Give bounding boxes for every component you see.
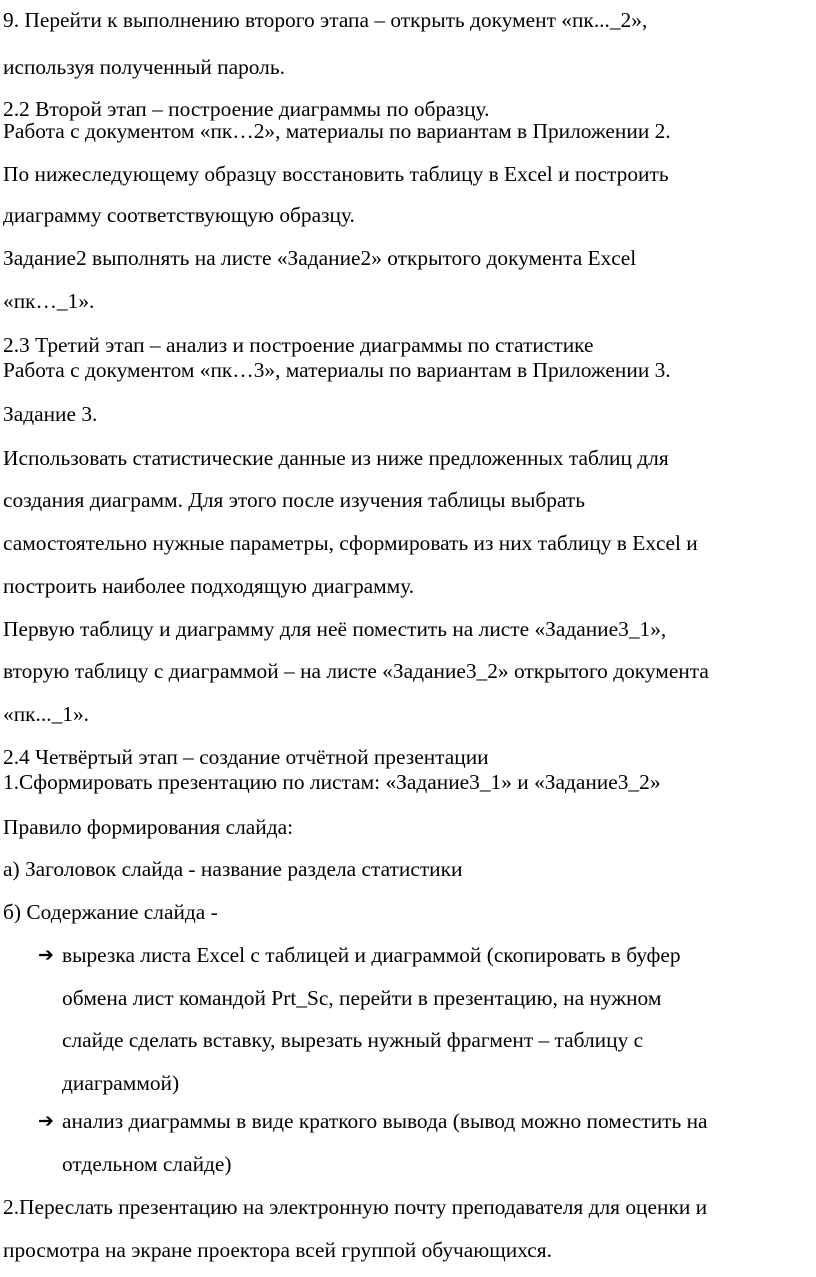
stage3-text-1: Использовать статистические данные из ниже предложенных таблиц для — [3, 446, 669, 470]
stage3-work-doc: Работа с документом «пк…3», материалы по вариантам в Приложении 3. — [3, 358, 671, 382]
bullet-2-line-2: отдельном слайде) — [62, 1152, 232, 1176]
stage3-task: Задание 3. — [3, 402, 98, 426]
stage3-heading: 2.3 Третий этап – анализ и построение диаграммы по статистике — [3, 333, 594, 357]
stage4-step-2-line-2: просмотра на экране проектора всей группой обучающихся. — [3, 1238, 552, 1262]
stage3-text-4: построить наиболее подходящую диаграмму. — [3, 574, 415, 598]
stage3-text-3: самостоятельно нужные параметры, сформировать из них таблицу в Excel и — [3, 531, 698, 555]
stage2-heading: 2.2 Второй этап – построение диаграммы по образцу. — [3, 97, 490, 121]
stage4-rule: Правило формирования слайда: — [3, 815, 294, 839]
stage2-work-doc: Работа с документом «пк…2», материалы по вариантам в Приложении 2. — [3, 119, 671, 143]
stage3-text-2: создания диаграмм. Для этого после изучения таблицы выбрать — [3, 488, 585, 512]
item-9-line-1: 9. Перейти к выполнению второго этапа – открыть документ «пк..._2», — [3, 8, 648, 32]
bullet-1-line-2: обмена лист командой Prt_Sc, перейти в презентацию, на нужном — [62, 986, 662, 1010]
stage4-step-1: 1.Сформировать презентацию по листам: «Задание3_1» и «Задание3_2» — [3, 770, 661, 794]
arrow-bullet-icon: ➔ — [38, 944, 54, 966]
stage2-text-3: Задание2 выполнять на листе «Задание2» открытого документа Excel — [3, 246, 637, 270]
bullet-2-line-1: анализ диаграммы в виде краткого вывода (вывод можно поместить на — [62, 1109, 708, 1133]
stage2-text-2: диаграмму соответствующую образцу. — [3, 203, 355, 227]
stage3-text-6: вторую таблицу с диаграммой – на листе «Задание3_2» открытого документа — [3, 659, 709, 683]
bullet-1-line-4: диаграммой) — [62, 1071, 180, 1095]
stage3-text-5: Первую таблицу и диаграмму для неё поместить на листе «Задание3_1», — [3, 617, 667, 641]
stage2-text-1: По нижеследующему образцу восстановить таблицу в Excel и построить — [3, 162, 669, 186]
bullet-1-line-1: вырезка листа Excel с таблицей и диаграммой (скопировать в буфер — [62, 943, 681, 967]
stage3-text-7: «пк..._1». — [3, 702, 90, 726]
item-9-line-2: используя полученный пароль. — [3, 55, 285, 79]
stage2-text-4: «пк…_1». — [3, 289, 95, 313]
stage4-rule-a: а) Заголовок слайда - название раздела статистики — [3, 857, 463, 881]
bullet-1-line-3: слайде сделать вставку, вырезать нужный фрагмент – таблицу с — [62, 1028, 644, 1052]
stage4-heading: 2.4 Четвёртый этап – создание отчётной презентации — [3, 745, 489, 769]
arrow-bullet-icon: ➔ — [38, 1110, 54, 1132]
stage4-rule-b: б) Содержание слайда - — [3, 900, 218, 924]
stage4-step-2-line-1: 2.Переслать презентацию на электронную почту преподавателя для оценки и — [3, 1195, 708, 1219]
